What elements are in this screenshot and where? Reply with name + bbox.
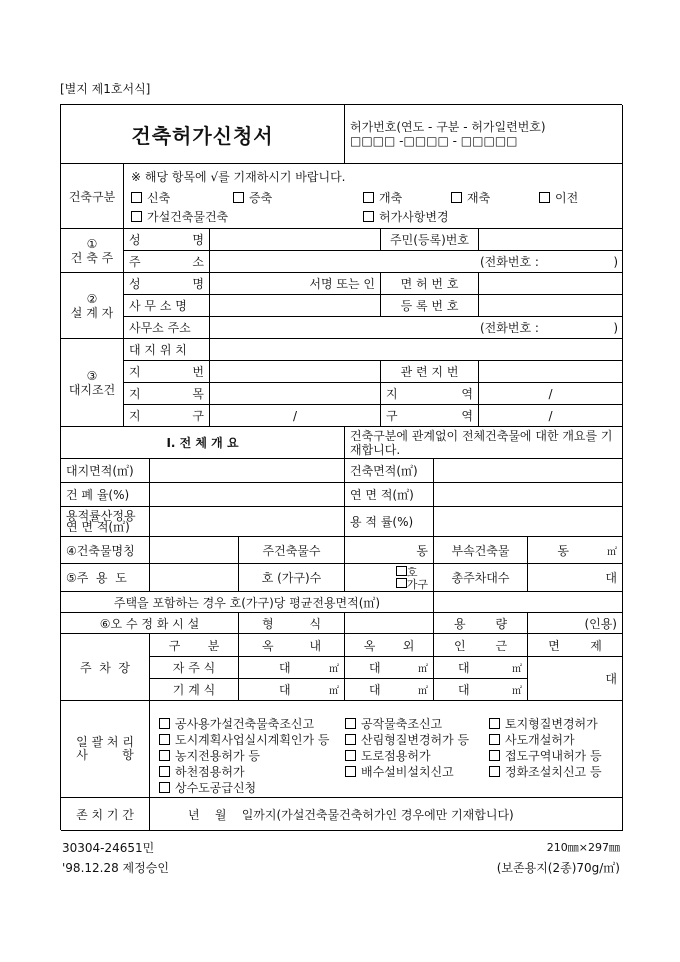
- site-location-input[interactable]: [210, 339, 623, 361]
- office-name-input[interactable]: [210, 295, 381, 317]
- overview-note: 건축구분에 관계없이 전체건축물에 대한 개요를 기재합니다.: [345, 427, 623, 459]
- unit-dae: 대: [279, 661, 291, 675]
- avg-area-label: 주택을 포함하는 경우 호(가구)당 평균전용면적(㎡): [61, 592, 434, 613]
- septic-label: ⑥오 수 정 화 시 설: [61, 613, 239, 634]
- form-number-label: [별지 제1호서식]: [60, 82, 151, 96]
- permit-number-boxes: □□□□ -□□□□ - □□□□□: [350, 134, 518, 148]
- gubun-options: [124, 164, 623, 229]
- batch-item[interactable]: 사도개설허가: [489, 731, 575, 748]
- checkbox-new[interactable]: 신축: [131, 189, 170, 206]
- zone-input[interactable]: /: [479, 405, 623, 427]
- label-part: 역: [461, 387, 473, 401]
- paper-type: (보존용지(2종)70g/㎡): [496, 861, 620, 875]
- floor-area-input[interactable]: [434, 483, 623, 507]
- batch-item[interactable]: 농지전용허가 등: [159, 747, 260, 764]
- mech-parking-label: 기 계 식: [150, 679, 239, 701]
- parking-header-exempt: [528, 634, 623, 657]
- parking-label: 주 차 장: [61, 634, 150, 701]
- mech-outdoor-input[interactable]: [345, 679, 434, 701]
- mech-indoor-input[interactable]: [239, 679, 345, 701]
- unit-sqm: ㎡: [418, 686, 428, 697]
- unit-dae: 대: [369, 683, 381, 697]
- self-nearby-input[interactable]: [434, 657, 528, 679]
- parking-header-nearby: [434, 634, 528, 657]
- label-part: 성: [129, 277, 141, 291]
- designer-name-input[interactable]: [210, 273, 381, 295]
- related-lot-label: 관 련 지 번: [381, 361, 479, 383]
- label-part: 주: [129, 255, 141, 269]
- owner-address-label: [124, 251, 210, 273]
- sign-label: 서명 또는 인: [309, 277, 375, 291]
- label-part: 역: [461, 409, 473, 423]
- zone-label: [381, 405, 479, 427]
- related-lot-input[interactable]: [479, 361, 623, 383]
- checkbox-icon: [396, 566, 407, 576]
- self-parking-label: 자 주 식: [150, 657, 239, 679]
- permit-number-label: 허가번호(연도 - 구분 - 허가일련번호): [350, 120, 546, 134]
- households-input[interactable]: [345, 564, 434, 592]
- unit-dae: 대: [605, 571, 617, 585]
- batch-items: [150, 701, 623, 798]
- checkbox-reconstruct[interactable]: 재축: [451, 189, 490, 206]
- parking-total-label: 총주차대수: [434, 564, 528, 592]
- avg-area-input[interactable]: [434, 592, 623, 613]
- overview-header: Ⅰ. 전 체 개 요: [61, 427, 345, 459]
- main-use-label: ⑤주 용 도: [61, 564, 150, 592]
- label-part: 량: [495, 616, 508, 631]
- batch-item[interactable]: 접도구역내허가 등: [489, 747, 602, 764]
- label-part: 옥: [363, 638, 376, 653]
- building-area-label: 건축면적(㎡): [345, 459, 434, 483]
- district-input[interactable]: /: [210, 405, 381, 427]
- label-part: 분: [207, 638, 220, 653]
- mech-nearby-input[interactable]: [434, 679, 528, 701]
- unit-dae: 대: [605, 672, 617, 686]
- gubun-note: ※ 해당 항목에 √를 기재하시기 바랍니다.: [131, 170, 346, 184]
- checkbox-temporary[interactable]: 가설건축물건축: [131, 208, 228, 225]
- checkbox-rebuild[interactable]: 개축: [363, 189, 402, 206]
- far-area-input[interactable]: [150, 507, 345, 537]
- parking-header-type: [150, 634, 239, 657]
- building-area-input[interactable]: [434, 459, 623, 483]
- area-label: [381, 383, 479, 405]
- label-part: 소: [192, 255, 204, 269]
- unit-sqm: ㎡: [512, 664, 522, 675]
- permit-number-field[interactable]: [345, 105, 623, 164]
- site-area-input[interactable]: [150, 459, 345, 483]
- ho-label: 호: [406, 565, 418, 579]
- self-indoor-input[interactable]: [239, 657, 345, 679]
- period-input[interactable]: 년 월 일까지(가설건축물건축허가인 경우에만 기재합니다): [150, 798, 623, 831]
- unit-dae: 대: [369, 661, 381, 675]
- form-code: 30304-24651민: [62, 841, 155, 855]
- owner-id-label: 주민(등록)번호: [381, 229, 479, 251]
- unit-dae: 대: [458, 683, 470, 697]
- designer-name-label: [124, 273, 210, 295]
- annex-building-input[interactable]: [528, 537, 623, 564]
- building-name-label: ④건축물명칭: [61, 537, 150, 564]
- label-part: 형: [261, 616, 274, 631]
- batch-label-line1: 일 괄 처 리: [76, 735, 134, 749]
- office-name-label: 사 무 소 명: [124, 295, 210, 317]
- label-part: 구: [168, 638, 181, 653]
- period-label: 존 치 기 간: [61, 798, 150, 831]
- unit-dong: 동: [416, 543, 428, 558]
- label-part: 지: [386, 387, 398, 401]
- gagu-label: 가구: [406, 577, 428, 591]
- septic-capacity-label: [434, 613, 528, 634]
- label-part: 용: [453, 616, 466, 631]
- paper-size: 210㎜×297㎜: [546, 841, 620, 854]
- unit-dae: 대: [458, 661, 470, 675]
- far-area-label: 용적률산정용 연 면 적(㎡): [61, 507, 150, 537]
- unit-sqm: ㎡: [512, 686, 522, 697]
- license-label: 면 허 번 호: [381, 273, 479, 295]
- checkbox-permit-change[interactable]: 허가사항변경: [363, 208, 449, 225]
- label-part: 목: [192, 387, 204, 401]
- label-part: 지: [129, 365, 141, 379]
- label-part: 지: [129, 387, 141, 401]
- label-part: 구: [192, 409, 204, 423]
- batch-item[interactable]: 정화조설치신고 등: [489, 763, 602, 780]
- office-address-label: 사무소 주소: [124, 317, 210, 339]
- batch-item[interactable]: 배수설비설치신고: [345, 763, 454, 780]
- label-part: 번: [192, 365, 204, 379]
- label-part: 식: [309, 616, 322, 631]
- main-building-count-input[interactable]: [345, 537, 434, 564]
- exempt-input[interactable]: [528, 657, 623, 701]
- parking-header-outdoor: [345, 634, 434, 657]
- registration-label: 등 록 번 호: [381, 295, 479, 317]
- owner-name-label: [124, 229, 210, 251]
- office-address-input[interactable]: [210, 317, 623, 339]
- checkbox-extension[interactable]: 증축: [233, 189, 272, 206]
- label-part: 성: [129, 233, 141, 247]
- unit-sqm: ㎡: [607, 546, 617, 558]
- coverage-label: 건 폐 율(%): [61, 483, 150, 507]
- registration-input[interactable]: [479, 295, 623, 317]
- far-label: 용 적 률(%): [345, 507, 434, 537]
- batch-item[interactable]: 도로점용허가: [345, 747, 431, 764]
- label-part: 구: [386, 409, 398, 423]
- land-category-input[interactable]: [210, 383, 381, 405]
- label-part: 지: [129, 409, 141, 423]
- label-part: 옥: [261, 638, 274, 653]
- batch-item[interactable]: 공사용가설건축물축조신고: [159, 715, 314, 732]
- paren: ): [613, 320, 618, 335]
- lot-input[interactable]: [210, 361, 381, 383]
- label-part: 명: [192, 277, 204, 291]
- floor-area-label: 연 면 적(㎡): [345, 483, 434, 507]
- batch-item[interactable]: 하천점용허가: [159, 763, 245, 780]
- main-use-input[interactable]: [150, 564, 239, 592]
- far-input[interactable]: [434, 507, 623, 537]
- label-part: 면: [548, 638, 560, 653]
- district-label: [124, 405, 210, 427]
- ho-option[interactable]: [396, 566, 428, 578]
- annex-building-label: 부속건축물: [434, 537, 528, 564]
- owner-id-input[interactable]: [479, 229, 623, 251]
- self-outdoor-input[interactable]: [345, 657, 434, 679]
- gubun-label: 건축구분: [61, 164, 124, 229]
- batch-item[interactable]: 공작물축조신고: [345, 715, 442, 732]
- label-part: 인: [453, 638, 466, 653]
- license-input[interactable]: [479, 273, 623, 295]
- batch-item[interactable]: 상수도공급신청: [159, 779, 256, 796]
- batch-item[interactable]: 도시계획사업실시계획인가 등: [159, 731, 330, 748]
- label-part: 명: [192, 233, 204, 247]
- gagu-option[interactable]: [396, 578, 428, 590]
- approval-date: '98.12.28 제정승인: [62, 861, 169, 875]
- building-permit-form: [60, 104, 622, 830]
- designer-label: ② 설 계 자: [61, 273, 124, 339]
- unit-sqm: ㎡: [418, 664, 428, 675]
- unit-persons: (인용): [584, 616, 617, 631]
- site-label: ③ 대지조건: [61, 339, 124, 427]
- building-name-input[interactable]: [150, 537, 239, 564]
- form-title: 건축허가신청서: [61, 105, 345, 164]
- checkbox-relocate[interactable]: 이전: [539, 189, 578, 206]
- site-location-label: 대 지 위 치: [124, 339, 210, 361]
- paren: ): [613, 254, 618, 269]
- label-part: 근: [495, 638, 508, 653]
- unit-dong: 동: [557, 543, 569, 558]
- site-area-label: 대지면적(㎡): [61, 459, 150, 483]
- owner-address-input[interactable]: [210, 251, 623, 273]
- batch-label: [61, 701, 150, 798]
- parking-total-input[interactable]: [528, 564, 623, 592]
- label-part: 외: [402, 638, 415, 653]
- phone-label: (전화번호 :: [480, 255, 539, 269]
- unit-dae: 대: [279, 683, 291, 697]
- main-building-count-label: 주건축물수: [239, 537, 345, 564]
- households-label: 호 (가구)수: [239, 564, 345, 592]
- checkbox-icon: [396, 578, 407, 588]
- septic-type-input[interactable]: [345, 613, 434, 634]
- lot-label: [124, 361, 210, 383]
- batch-label-line2: 사 항: [76, 748, 134, 762]
- owner-name-input[interactable]: [210, 229, 381, 251]
- label-part: 내: [309, 638, 322, 653]
- area-input[interactable]: /: [479, 383, 623, 405]
- septic-capacity-input[interactable]: [528, 613, 623, 634]
- batch-item[interactable]: 토지형질변경허가: [489, 715, 598, 732]
- septic-type-label: [239, 613, 345, 634]
- unit-sqm: ㎡: [329, 664, 339, 675]
- unit-sqm: ㎡: [329, 686, 339, 697]
- coverage-input[interactable]: [150, 483, 345, 507]
- phone-label: (전화번호 :: [480, 321, 539, 335]
- land-category-label: [124, 383, 210, 405]
- label-part: 제: [590, 638, 602, 653]
- owner-label: ① 건 축 주: [61, 229, 124, 273]
- batch-item[interactable]: 산림형질변경허가 등: [345, 731, 469, 748]
- parking-header-indoor: [239, 634, 345, 657]
